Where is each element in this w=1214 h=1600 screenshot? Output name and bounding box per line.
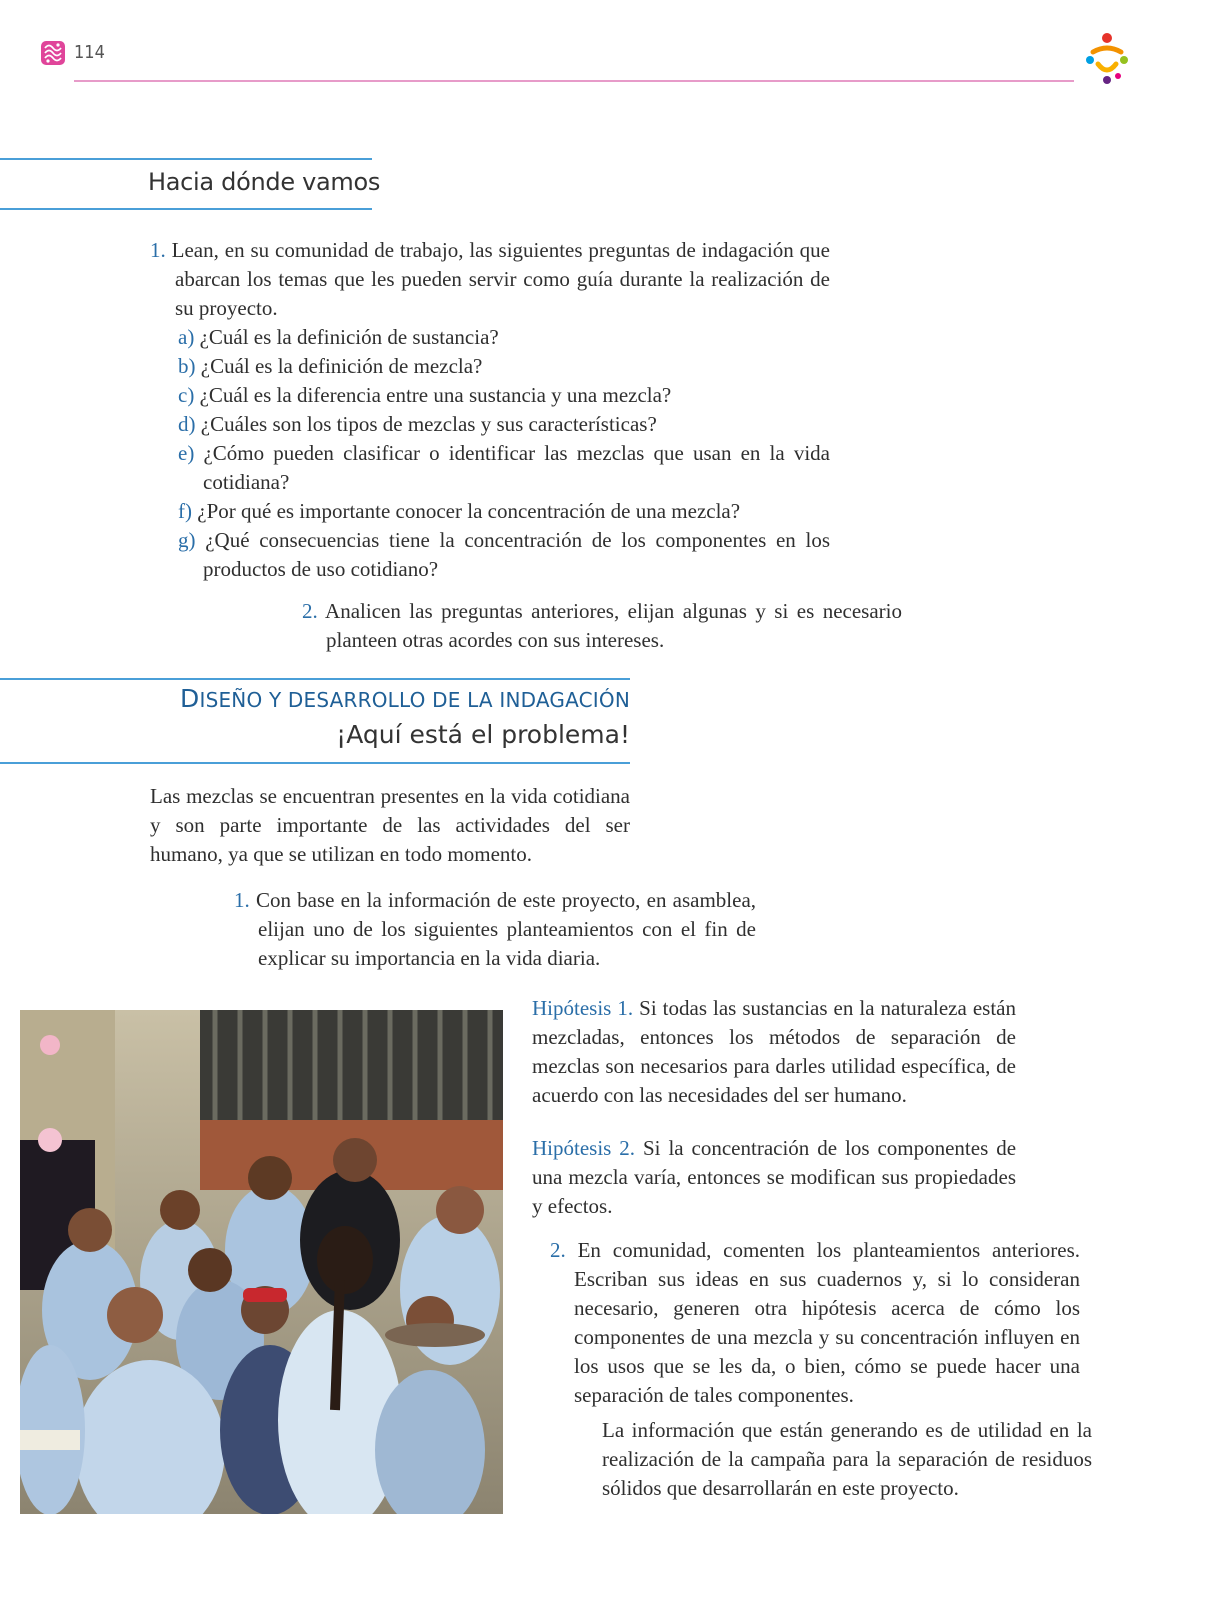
list-item: e) ¿Cómo pueden clasificar o identificar las mezclas que usan en la vida cotidiana? xyxy=(178,441,831,494)
intro-paragraph: Las mezclas se encuentran presentes en la vida cotidiana y son parte importante de las actividades del ser humano, ya que se utilizan en todo momento. xyxy=(150,784,630,866)
list-item: b) ¿Cuál es la definición de mezcla? xyxy=(178,354,483,378)
section-subtitle: ¡Aquí está el problema! xyxy=(336,720,630,749)
closing-paragraph: La información que están generando es de utilidad en la realización de la campaña para la separación de residuos sólidos que desarrollarán en este proyecto. xyxy=(602,1418,1092,1500)
hypothesis-1 xyxy=(532,994,1016,1110)
hypothesis-1-text: Si todas las sustancias en la naturaleza están mezcladas, entonces los métodos de separación de mezclas son necesarios para darles utilidad específica, de acuerdo con las necesidades del ser humano. xyxy=(532,996,1016,1107)
hypothesis-1-label: Hipótesis 1. xyxy=(532,996,634,1020)
list-item: a) ¿Cuál es la definición de sustancia? xyxy=(178,325,499,349)
question-2-text: Analicen las preguntas anteriores, elijan algunas y si es necesario planteen otras acordes con sus intereses. xyxy=(325,599,902,652)
question-1-number: 1. xyxy=(150,238,166,262)
question-1 xyxy=(150,236,830,584)
pink-glyph-icon xyxy=(40,40,66,66)
step-2: 2. En comunidad, comenten los planteamientos anteriores. Escriban sus ideas en sus cuadernos y, si lo consideran necesario, generen otra hipótesis acerca de cómo los componentes de una mezcla y su concentración influyen en los usos que se les da, o bien, cómo se puede hacer una separación de tales componentes. xyxy=(550,1238,1080,1407)
list-item: g) ¿Qué consecuencias tiene la concentración de los componentes en los productos de uso cotidiano? xyxy=(178,528,831,581)
section-title-hacia: Hacia dónde vamos xyxy=(148,168,381,196)
students-photo xyxy=(20,1010,503,1514)
question-list xyxy=(178,323,830,584)
header-rule xyxy=(74,80,1074,82)
section-title-diseno: DISEÑO Y DESARROLLO DE LA INDAGACIÓN xyxy=(180,684,630,713)
question-1-text: Lean, en su comunidad de trabajo, las siguientes preguntas de indagación que abarcan los temas que les pueden servir como guía durante la realización de su proyecto. xyxy=(171,238,830,320)
list-item: d) ¿Cuáles son los tipos de mezclas y sus características? xyxy=(178,412,657,436)
question-2-number: 2. xyxy=(302,599,318,623)
list-item: f) ¿Por qué es importante conocer la concentración de una mezcla? xyxy=(178,499,741,523)
page-number: 114 xyxy=(74,42,105,63)
hypothesis-2-label: Hipótesis 2. xyxy=(532,1136,636,1160)
list-item: c) ¿Cuál es la diferencia entre una sustancia y una mezcla? xyxy=(178,383,672,407)
question-2 xyxy=(302,597,902,655)
hypothesis-2-text: Si la concentración de los componentes de una mezcla varía, entonces se modifican sus propiedades y efectos. xyxy=(532,1136,1017,1218)
step-1: 1. Con base en la información de este proyecto, en asamblea, elijan uno de los siguientes planteamientos con el fin de explicar su importancia en la vida diaria. xyxy=(234,888,757,970)
hypothesis-2 xyxy=(532,1134,1016,1221)
colorful-people-logo-icon xyxy=(1078,30,1136,88)
